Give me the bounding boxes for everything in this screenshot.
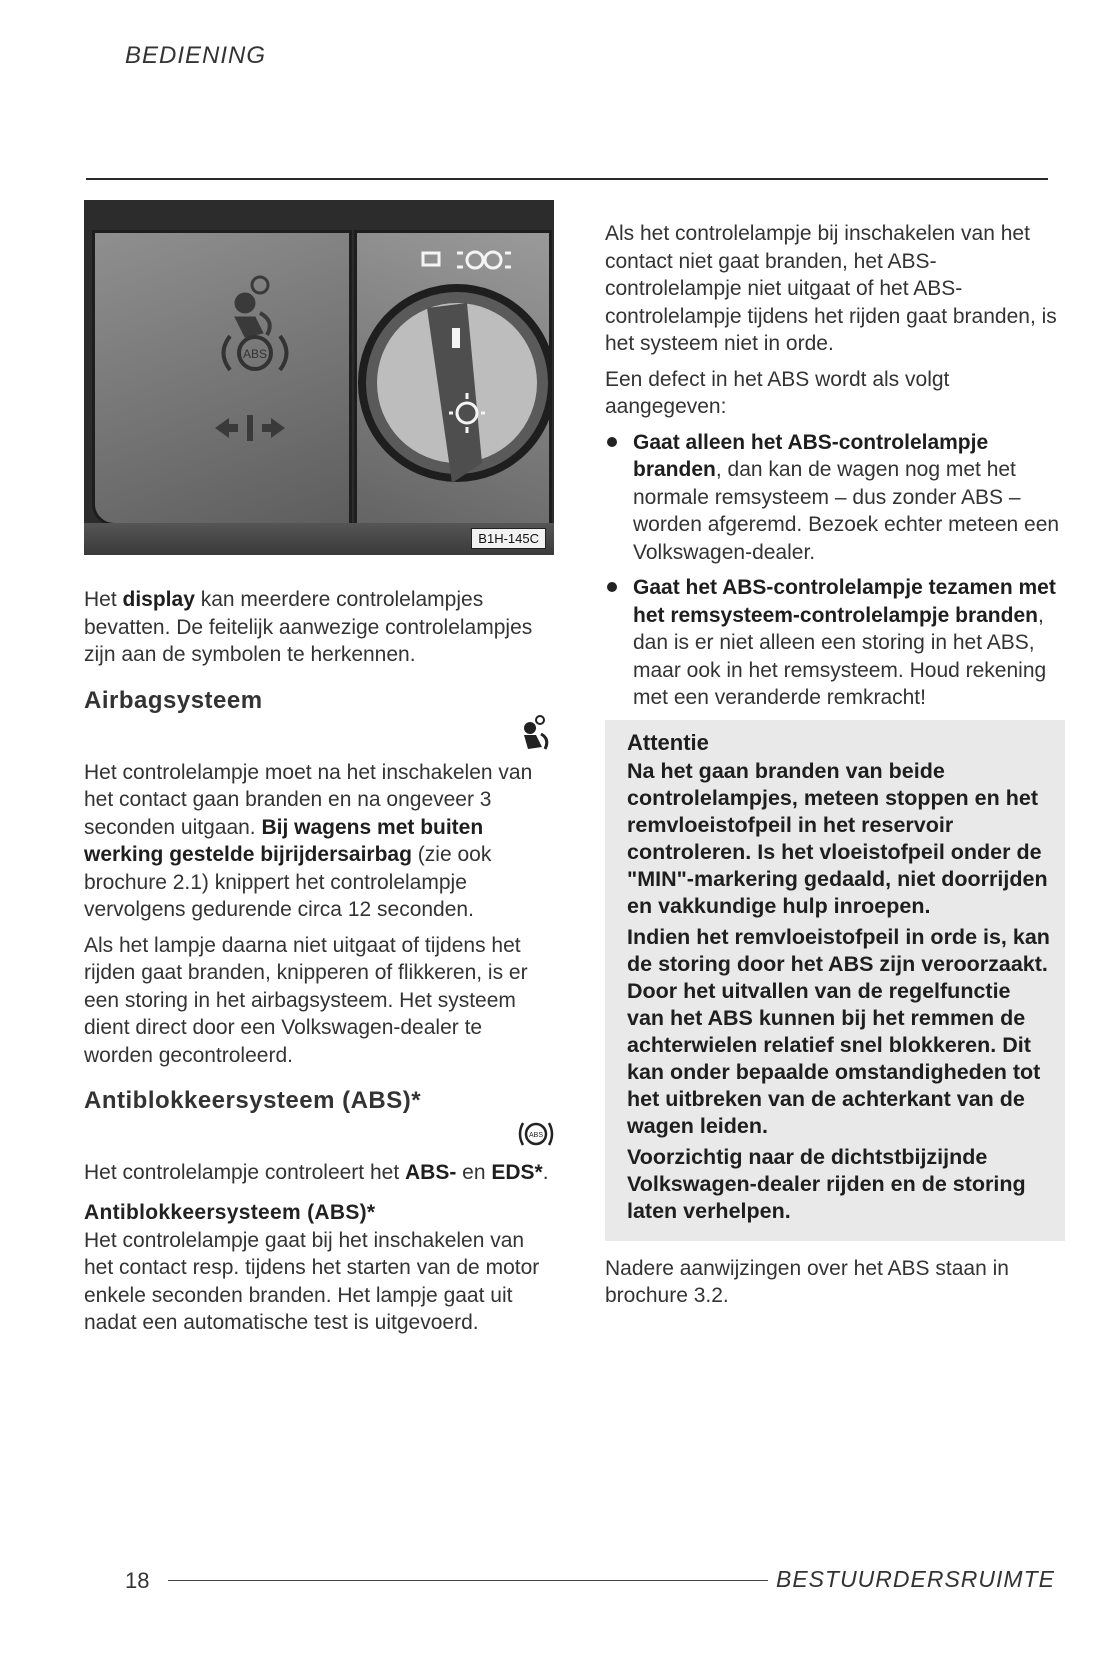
abs-failure-paragraph: Als het controlelampje bij inschakelen van het contact niet gaat branden, het ABS-controlelampje niet uitgaat of het ABS-controlelampje tijdens het rijden gaat branden, is het systeem niet in orde. xyxy=(605,222,1057,355)
abs-brochure-reference: Nadere aanwijzingen over het ABS staan in brochure 3.2. xyxy=(605,1256,1009,1307)
light-switch-panel xyxy=(354,230,552,526)
airbag-paragraph-2: Als het lampje daarna niet uitgaat of tijdens het rijden gaat branden, knipperen of flikkeren, is er een storing in het airbagsysteem. Het systeem dient direct door een Volkswagen-dealer te worden gecontroleerd. xyxy=(84,933,528,1067)
abs-paragraph-2: Het controlelampje gaat bij het inschakelen van het contact resp. tijdens het starten van de motor enkele seconden branden. Het lampje gaat uit nadat een automatische test is uitgevoerd. xyxy=(84,1228,540,1334)
footer-title: BESTUURDERSRUIMTE xyxy=(776,1566,1055,1592)
warning-paragraph-2: Indien het remvloeistofpeil in orde is, kan de storing door het ABS zijn veroorzaakt. Door het uitvallen van de regelfunctie van het ABS kunnen bij het remmen de achterwielen relatief snel blokkeren. Dit kan onder bepaalde omstandigheden tot het uitbreken van de achterkant van de wagen leiden. xyxy=(627,924,1050,1138)
headlight-icon xyxy=(457,252,511,268)
left-column xyxy=(84,586,556,1345)
dashboard-figure xyxy=(84,200,554,555)
display-intro: Het display kan meerdere controlelampjes bevatten. De feitelijk aanwezige controlelampjes zijn aan de symbolen te herkennen. xyxy=(84,588,533,666)
light-switch-graphic xyxy=(357,233,549,523)
indicator-arrows-icon xyxy=(215,415,285,441)
parking-light-icon xyxy=(423,253,439,265)
warning-paragraph-3: Voorzichtig naar de dichtstbijzijnde Volkswagen-dealer rijden en de storing laten verhelpen. xyxy=(627,1144,1026,1223)
bullet-dot-icon xyxy=(607,437,617,447)
airbag-icon xyxy=(235,277,270,337)
figure-label: B1H-145C xyxy=(471,528,546,549)
warning-box xyxy=(605,720,1065,1241)
bullet-abs-only: Gaat alleen het ABS-controlelampje branden, dan kan de wagen nog met het normale remsysteem – dus zonder ABS – worden afgeremd. Bezoek echter meteen een Volkswagen-dealer. xyxy=(605,429,1065,567)
warning-title: Attentie xyxy=(627,729,709,755)
airbag-paragraph-1: Het controlelampje moet na het inschakelen van het contact gaan branden en na ongeveer 3 seconden uitgaan. Bij wagens met buiten werking gestelde bijrijdersairbag (zie ook brochure 2.1) knippert het controlelampje vervolgens gedurende circa 12 seconden. xyxy=(84,760,533,921)
abs-icon xyxy=(516,1115,556,1153)
warning-paragraph-1: Na het gaan branden van beide controlelampjes, meteen stoppen en het remvloeistofpeil in het reservoir controleren. Is het vloeistofpeil onder de "MIN"-markering gedaald, niet doorrijden en vakkundige hulp inroepen. xyxy=(627,758,1048,918)
abs-subheading: Antiblokkeersysteem (ABS)* xyxy=(84,1200,376,1224)
abs-paragraph-1: Het controlelampje controleert het ABS- en EDS*. xyxy=(84,1161,549,1184)
warning-light-panel xyxy=(92,230,352,526)
svg-text:ABS: ABS xyxy=(242,347,268,361)
top-divider xyxy=(86,178,1048,180)
warning-light-symbols xyxy=(95,233,349,523)
airbag-icon xyxy=(516,715,556,753)
section-header: BEDIENING xyxy=(125,42,267,69)
page-number: 18 xyxy=(125,1568,150,1593)
bullet-abs-and-brake: Gaat het ABS-controlelampje tezamen met het remsysteem-controlelampje branden, dan is er niet alleen een storing in het ABS, maar ook in het remsysteem. Houd rekening met een veranderde remkracht! xyxy=(605,574,1065,712)
footer-divider xyxy=(168,1580,768,1581)
airbag-heading: Airbagsysteem xyxy=(84,686,263,714)
abs-icon xyxy=(224,336,287,370)
abs-defect-intro: Een defect in het ABS wordt als volgt aangegeven: xyxy=(605,367,950,418)
right-column xyxy=(605,220,1065,1318)
svg-text:ABS: ABS xyxy=(528,1132,544,1139)
abs-heading: Antiblokkeersysteem (ABS)* xyxy=(84,1087,422,1114)
bullet-dot-icon xyxy=(607,582,617,592)
